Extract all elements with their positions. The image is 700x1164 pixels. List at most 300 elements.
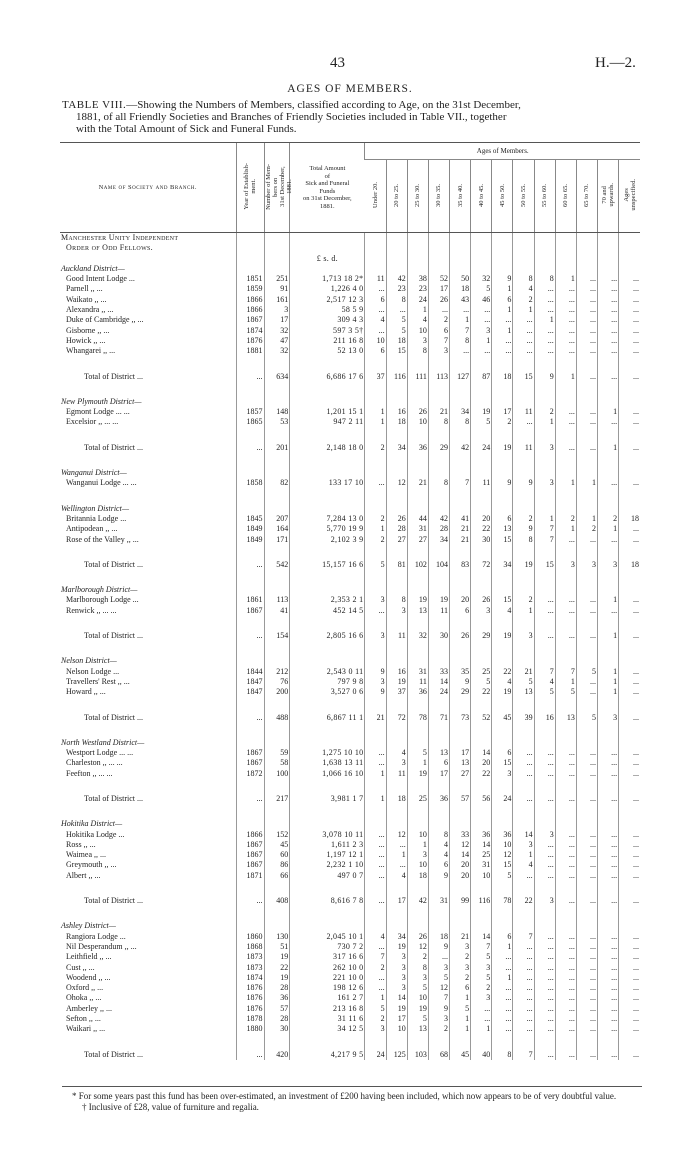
- empty-cell: [576, 243, 597, 253]
- members-cell: 19: [264, 973, 290, 983]
- spacer-cell: [597, 723, 618, 738]
- empty-cell: [450, 921, 471, 931]
- age-cell: ...: [555, 1050, 576, 1060]
- empty-cell: [534, 504, 555, 514]
- age-cell: 5: [576, 667, 597, 677]
- empty-cell: [513, 656, 534, 666]
- age-cell: ...: [513, 963, 534, 973]
- spacer-cell: [471, 779, 492, 794]
- total-label: Total of District ...: [84, 712, 143, 722]
- age-cell: ...: [555, 871, 576, 881]
- year-cell: 1874: [236, 973, 264, 983]
- age-cell: 8: [386, 295, 407, 305]
- age-cell: 30: [471, 535, 492, 545]
- age-cell: ...: [513, 1024, 534, 1034]
- spacer-row: [60, 723, 640, 738]
- age-cell: ...: [619, 1014, 640, 1024]
- age-cell: ...: [619, 315, 640, 325]
- age-cell: ...: [619, 284, 640, 294]
- spacer-cell: [471, 382, 492, 397]
- amount-cell: 6,867 11 1: [290, 713, 365, 723]
- age-cell: ...: [597, 535, 618, 545]
- year-cell: 1878: [236, 1014, 264, 1024]
- spacer-cell: [386, 881, 407, 896]
- empty-cell: [450, 585, 471, 595]
- members-cell: 45: [264, 840, 290, 850]
- year-cell: 1880: [236, 1024, 264, 1034]
- age-cell: 23: [407, 284, 428, 294]
- age-cell: 21: [513, 667, 534, 677]
- age-cell: 15: [386, 346, 407, 356]
- age-cell: ...: [513, 758, 534, 768]
- age-cell: 17: [386, 1014, 407, 1024]
- year-cell: 1849: [236, 535, 264, 545]
- spacer-cell: [407, 723, 428, 738]
- age-cell: 1: [450, 315, 471, 325]
- amount-cell: 3,078 10 11: [290, 830, 365, 840]
- age-cell: 3: [534, 478, 555, 488]
- age-cell: 10: [492, 840, 513, 850]
- empty-cell: [386, 264, 407, 274]
- age-cell: 1: [513, 850, 534, 860]
- age-cell: 2: [597, 514, 618, 524]
- lodge-name: Parnell ,, ...: [66, 284, 103, 294]
- spacer-cell: [619, 804, 640, 819]
- year-cell: 1867: [236, 315, 264, 325]
- age-cell: 1: [597, 677, 618, 687]
- age-cell: 13: [492, 524, 513, 534]
- age-cell: 29: [471, 631, 492, 641]
- age-cell: 2: [365, 1014, 386, 1024]
- lodge-row: [60, 274, 640, 284]
- spacer-cell: [471, 641, 492, 656]
- age-cell: 35: [450, 667, 471, 677]
- spacer-cell: [619, 545, 640, 560]
- age-cell: ...: [576, 963, 597, 973]
- amount-cell: 5,770 19 9: [290, 524, 365, 534]
- age-cell: 7: [534, 667, 555, 677]
- empty-cell: [236, 656, 264, 666]
- header-amount: Total Amount of Sick and Funeral Funds on 31st December, 1881.: [290, 143, 365, 233]
- age-cell: ...: [513, 336, 534, 346]
- spacer-cell: [386, 489, 407, 504]
- age-cell: 24: [365, 1050, 386, 1060]
- lodge-row: [60, 326, 640, 336]
- spacer-cell: [576, 1035, 597, 1050]
- age-cell: ...: [513, 315, 534, 325]
- spacer-cell: [290, 453, 365, 468]
- district-heading-row: [60, 504, 640, 514]
- empty-cell: [365, 738, 386, 748]
- empty-cell: [492, 397, 513, 407]
- spacer-cell: [492, 545, 513, 560]
- spacer-cell: [534, 545, 555, 560]
- age-cell: 7: [555, 667, 576, 677]
- spacer-cell: [386, 453, 407, 468]
- age-cell: 6: [492, 514, 513, 524]
- age-cell: 45: [450, 1050, 471, 1060]
- age-cell: ...: [619, 932, 640, 942]
- age-cell: ...: [597, 850, 618, 860]
- society-heading-row: [60, 233, 640, 244]
- district-heading-row: [60, 921, 640, 931]
- age-cell: ...: [534, 850, 555, 860]
- spacer-cell: [450, 357, 471, 372]
- empty-cell: [619, 585, 640, 595]
- age-cell: 11: [428, 606, 449, 616]
- lodge-name: Antipodean ,, ...: [66, 524, 118, 534]
- empty-cell: [597, 397, 618, 407]
- age-cell: 6: [492, 748, 513, 758]
- spacer-cell: [236, 616, 264, 631]
- age-cell: ...: [555, 417, 576, 427]
- year-cell: 1866: [236, 830, 264, 840]
- spacer-cell: [290, 489, 365, 504]
- age-cell: 23: [386, 284, 407, 294]
- empty-cell: [428, 585, 449, 595]
- spacer-cell: [264, 453, 290, 468]
- age-cell: 34: [450, 407, 471, 417]
- age-cell: ...: [576, 284, 597, 294]
- empty-cell: [492, 264, 513, 274]
- lodge-name: Nil Desperandum ,, ...: [66, 941, 137, 951]
- empty-cell: [386, 819, 407, 829]
- age-cell: ...: [365, 860, 386, 870]
- age-cell: 2: [513, 595, 534, 605]
- lodge-row: [60, 850, 640, 860]
- age-cell: ...: [597, 758, 618, 768]
- spacer-cell: [236, 1035, 264, 1050]
- age-cell: ...: [576, 274, 597, 284]
- spacer-cell: [236, 382, 264, 397]
- age-cell: 5: [365, 560, 386, 570]
- age-cell: 38: [407, 274, 428, 284]
- age-cell: 3: [450, 963, 471, 973]
- age-cell: 21: [450, 535, 471, 545]
- age-cell: 8: [513, 274, 534, 284]
- spacer-cell: [290, 906, 365, 921]
- empty-cell: [534, 397, 555, 407]
- age-cell: 10: [407, 830, 428, 840]
- age-cell: ...: [597, 840, 618, 850]
- empty-cell: [492, 233, 513, 244]
- age-cell: 52: [471, 713, 492, 723]
- age-cell: 3: [407, 336, 428, 346]
- age-cell: 21: [450, 524, 471, 534]
- age-cell: 1: [365, 524, 386, 534]
- amount-cell: 317 16 6: [290, 952, 365, 962]
- age-cell: 78: [407, 713, 428, 723]
- age-cell: 30: [428, 631, 449, 641]
- age-cell: 8: [513, 535, 534, 545]
- empty-cell: [428, 819, 449, 829]
- age-cell: 26: [407, 932, 428, 942]
- age-cell: 29: [428, 443, 449, 453]
- empty-cell: [428, 254, 449, 264]
- spacer-cell: [407, 428, 428, 443]
- age-cell: 13: [428, 748, 449, 758]
- age-cell: 11: [365, 274, 386, 284]
- age-cell: 1: [386, 850, 407, 860]
- header-age-col: 45 to 50.: [492, 160, 513, 233]
- spacer-cell: [407, 357, 428, 372]
- age-cell: 21: [428, 407, 449, 417]
- empty-cell: [597, 254, 618, 264]
- age-cell: 56: [471, 794, 492, 804]
- spacer-cell: [450, 570, 471, 585]
- lodge-row: [60, 514, 640, 524]
- age-cell: 3: [386, 758, 407, 768]
- age-cell: ...: [619, 631, 640, 641]
- age-cell: 73: [450, 713, 471, 723]
- lodge-row: [60, 932, 640, 942]
- age-cell: 1: [597, 595, 618, 605]
- lodge-row: [60, 871, 640, 881]
- age-cell: 8: [428, 830, 449, 840]
- age-cell: 5: [471, 952, 492, 962]
- spacer-cell: [428, 616, 449, 631]
- age-cell: 22: [513, 896, 534, 906]
- spacer-cell: [597, 1035, 618, 1050]
- empty-cell: [386, 656, 407, 666]
- district-total-row: [60, 1050, 640, 1060]
- year-cell: 1867: [236, 840, 264, 850]
- empty-cell: [365, 468, 386, 478]
- empty-cell: [555, 397, 576, 407]
- spacer-cell: [513, 698, 534, 713]
- empty-cell: [555, 233, 576, 244]
- age-cell: ...: [534, 758, 555, 768]
- spacer-cell: [471, 570, 492, 585]
- empty-cell: [365, 504, 386, 514]
- empty-cell: [450, 504, 471, 514]
- age-cell: ...: [365, 284, 386, 294]
- age-cell: 8: [534, 274, 555, 284]
- age-cell: ...: [619, 305, 640, 315]
- age-cell: ...: [555, 896, 576, 906]
- empty-cell: [290, 264, 365, 274]
- age-cell: ...: [576, 631, 597, 641]
- spacer-cell: [619, 428, 640, 443]
- header-ages-group: Ages of Members.: [365, 143, 640, 160]
- age-cell: 4: [386, 871, 407, 881]
- amount-cell: 2,045 10 1: [290, 932, 365, 942]
- district-heading-row: [60, 468, 640, 478]
- lodge-name: Waikari ,, ...: [66, 1024, 106, 1034]
- age-cell: 19: [513, 560, 534, 570]
- age-cell: 10: [407, 860, 428, 870]
- year-cell: ...: [236, 560, 264, 570]
- age-cell: ...: [555, 993, 576, 1003]
- spacer-cell: [236, 779, 264, 794]
- empty-cell: [236, 233, 264, 244]
- empty-cell: [576, 468, 597, 478]
- society-name: Order of Odd Fellows.: [66, 243, 153, 253]
- age-cell: ...: [492, 336, 513, 346]
- spacer-cell: [236, 357, 264, 372]
- age-cell: 36: [428, 794, 449, 804]
- empty-cell: [407, 921, 428, 931]
- age-cell: ...: [576, 372, 597, 382]
- age-cell: ...: [492, 963, 513, 973]
- currency-header: £ s. d.: [290, 254, 365, 264]
- age-cell: ...: [597, 346, 618, 356]
- empty-cell: [471, 264, 492, 274]
- empty-cell: [236, 264, 264, 274]
- age-cell: 8: [428, 417, 449, 427]
- age-cell: ...: [555, 1014, 576, 1024]
- empty-cell: [555, 243, 576, 253]
- age-cell: ...: [555, 830, 576, 840]
- age-cell: 14: [513, 830, 534, 840]
- spacer-cell: [555, 906, 576, 921]
- amount-cell: 1,638 13 11: [290, 758, 365, 768]
- empty-cell: [407, 233, 428, 244]
- empty-cell: [236, 397, 264, 407]
- district-total-row: [60, 560, 640, 570]
- empty-cell: [407, 738, 428, 748]
- spacer-cell: [492, 453, 513, 468]
- members-cell: 91: [264, 284, 290, 294]
- age-cell: 19: [492, 687, 513, 697]
- age-cell: ...: [619, 295, 640, 305]
- page-number: 43: [330, 55, 345, 71]
- lodge-row: [60, 417, 640, 427]
- spacer-cell: [407, 545, 428, 560]
- empty-cell: [576, 264, 597, 274]
- age-cell: 1: [555, 478, 576, 488]
- age-cell: 24: [471, 443, 492, 453]
- spacer-cell: [407, 382, 428, 397]
- empty-cell: [555, 264, 576, 274]
- empty-cell: [576, 504, 597, 514]
- empty-cell: [619, 243, 640, 253]
- age-cell: 11: [386, 769, 407, 779]
- spacer-cell: [60, 779, 236, 794]
- spacer-cell: [619, 357, 640, 372]
- spacer-cell: [290, 382, 365, 397]
- lodge-name: Ross ,, ...: [66, 839, 96, 849]
- spacer-cell: [597, 698, 618, 713]
- empty-cell: [407, 264, 428, 274]
- age-cell: ...: [576, 932, 597, 942]
- age-cell: ...: [597, 315, 618, 325]
- amount-cell: 262 10 0: [290, 963, 365, 973]
- age-cell: ...: [597, 336, 618, 346]
- age-cell: ...: [534, 595, 555, 605]
- age-cell: ...: [555, 860, 576, 870]
- age-cell: 1: [513, 305, 534, 315]
- empty-cell: [576, 233, 597, 244]
- age-cell: 3: [386, 606, 407, 616]
- spacer-cell: [576, 570, 597, 585]
- age-cell: 26: [428, 295, 449, 305]
- empty-cell: [492, 468, 513, 478]
- age-cell: 3: [428, 963, 449, 973]
- age-cell: 9: [428, 1004, 449, 1014]
- age-cell: ...: [576, 295, 597, 305]
- age-cell: 116: [471, 896, 492, 906]
- year-cell: 1857: [236, 407, 264, 417]
- age-cell: 19: [386, 677, 407, 687]
- age-cell: ...: [534, 840, 555, 850]
- spacer-cell: [513, 723, 534, 738]
- lodge-row: [60, 535, 640, 545]
- spacer-cell: [290, 545, 365, 560]
- age-cell: ...: [534, 983, 555, 993]
- spacer-cell: [597, 881, 618, 896]
- spacer-cell: [60, 906, 236, 921]
- age-cell: 9: [492, 274, 513, 284]
- age-cell: 87: [471, 372, 492, 382]
- amount-cell: 797 9 8: [290, 677, 365, 687]
- empty-cell: [555, 504, 576, 514]
- age-cell: 1: [407, 840, 428, 850]
- spacer-cell: [386, 570, 407, 585]
- spacer-cell: [290, 804, 365, 819]
- lodge-row: [60, 295, 640, 305]
- spacer-cell: [290, 570, 365, 585]
- spacer-row: [60, 489, 640, 504]
- spacer-cell: [365, 881, 386, 896]
- age-cell: 1: [513, 606, 534, 616]
- year-cell: 1881: [236, 346, 264, 356]
- empty-cell: [492, 504, 513, 514]
- society-name: Manchester Unity Independent: [61, 233, 179, 242]
- spacer-cell: [386, 779, 407, 794]
- spacer-cell: [236, 489, 264, 504]
- district-total-row: [60, 896, 640, 906]
- spacer-cell: [576, 545, 597, 560]
- age-cell: 25: [471, 667, 492, 677]
- spacer-cell: [264, 382, 290, 397]
- age-cell: ...: [576, 346, 597, 356]
- header-age-col: 30 to 35.: [428, 160, 449, 233]
- age-cell: ...: [534, 952, 555, 962]
- empty-cell: [513, 264, 534, 274]
- lodge-name: Rose of the Valley ,, ...: [66, 534, 139, 544]
- age-cell: 27: [407, 535, 428, 545]
- age-cell: 2: [492, 417, 513, 427]
- spacer-row: [60, 453, 640, 468]
- age-cell: ...: [555, 983, 576, 993]
- spacer-cell: [619, 779, 640, 794]
- age-cell: 2: [365, 535, 386, 545]
- lodge-name: Ohoka ,, ...: [66, 993, 102, 1003]
- age-cell: 1: [492, 326, 513, 336]
- age-cell: 3: [407, 973, 428, 983]
- year-cell: 1845: [236, 514, 264, 524]
- header-age-col: 55 to 60.: [534, 160, 555, 233]
- age-cell: 3: [365, 631, 386, 641]
- members-cell: 130: [264, 932, 290, 942]
- age-cell: 18: [450, 284, 471, 294]
- spacer-cell: [236, 428, 264, 443]
- lodge-name: Sefton ,, ...: [66, 1014, 101, 1024]
- age-cell: 2: [513, 514, 534, 524]
- age-cell: 5: [471, 284, 492, 294]
- age-cell: 15: [534, 560, 555, 570]
- age-cell: 3: [450, 942, 471, 952]
- members-cell: 57: [264, 1004, 290, 1014]
- age-cell: 1: [492, 973, 513, 983]
- spacer-cell: [471, 698, 492, 713]
- empty-cell: [597, 819, 618, 829]
- district-total-row: [60, 443, 640, 453]
- age-cell: 22: [492, 667, 513, 677]
- footnote-2: † Inclusive of £28, value of furniture and regalia.: [82, 1102, 259, 1112]
- year-cell: 1876: [236, 983, 264, 993]
